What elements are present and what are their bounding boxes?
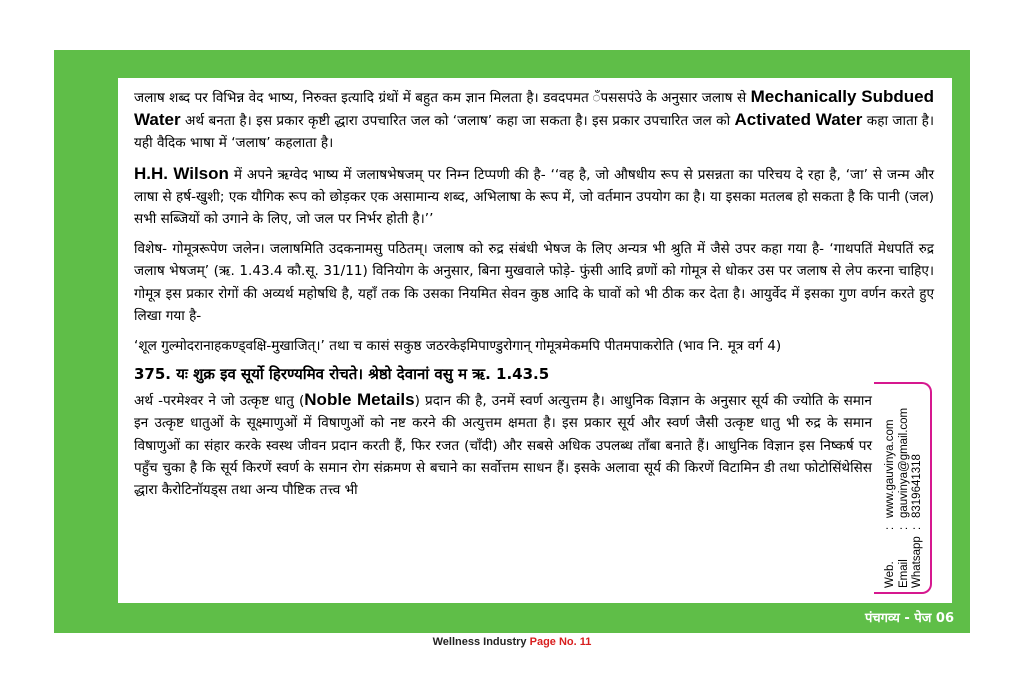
contact-value: 8319641318 [911, 454, 923, 518]
english-term: H.H. Wilson [134, 163, 229, 183]
article-body [134, 86, 934, 501]
page-panel [118, 78, 952, 603]
contact-key: Web. [884, 561, 896, 588]
text-run: कहा जाता है। यही वैदिक भाषा में ‘जलाष’ कहलाता है। [134, 113, 934, 152]
contact-value: gauvinya@gmail.com [897, 407, 910, 518]
page-footer-label: पंचगव्य - पेज 06 [864, 611, 954, 626]
paragraph-2 [134, 163, 934, 231]
bottom-page-number: Page No. 11 [529, 636, 592, 648]
verse-heading: 375. यः शुक्र इव सूर्यो हिरण्यमिव रोचते। श्रेष्ठो देवानां वसु म ऋ. 1.43.5 [134, 365, 550, 384]
text-run: अर्थ बनता है। इस प्रकार कृष्टी द्धारा उपचारित जल को ‘जलाष’ कहा जा सकता है। इस प्रकार उपचारित जल को [180, 113, 735, 130]
contact-key: Whatsapp [911, 536, 923, 588]
text-run: अर्थ -परमेश्वर ने जो उत्कृष्ट धातु ( [134, 393, 305, 410]
english-term: Mechanically Subdued Water [134, 87, 934, 130]
contact-colon: : [884, 526, 896, 530]
english-term: Activated Water [734, 110, 863, 130]
bottom-label: Wellness Industry [432, 636, 530, 648]
paragraph-4: ‘शूल गुल्मोदरानाहकण्ड्वक्षि-मुखाजित्।’ तथा च कासं सकुष्ठ जठरकेइमिपाण्डुरोगान् गोमूत्रमेकमपि पीतमपाकरोति (भाव नि. मूत्र वर्ग 4) [134, 338, 782, 355]
paragraph-5 [134, 389, 872, 501]
contact-info [884, 388, 925, 588]
english-term: Noble Metails [304, 390, 415, 410]
contact-row [911, 388, 925, 588]
contact-colon: : [897, 526, 910, 530]
text-run: जलाष शब्द पर विभिन्न वेद भाष्य, निरुक्त इत्यादि ग्रंथों में बहुत कम ज्ञान मिलता है। डवदपमत ँपससपंउे के अनुसार जलाष से [134, 90, 751, 106]
contact-value: www.gauvinya.com [884, 419, 896, 518]
contact-row [898, 388, 912, 588]
paragraph-3: विशेष- गोमूत्ररूपेण जलेन। जलाषमिति उदकनामसु पठितम्। जलाष को रुद्र संबंधी भेषज के लिए अन्यत्र भी श्रुति में जैसे उपर कहा गया है- ‘गाथपतिं मेधपतिं रुद्र जलाष भेषजम्’ (ऋ. 1.43.4 कौ.सू. 31/11) विनियोग के अनुसार, बिना मुखवाले फोड़े- फुंसी आदि व्रणों को गोमूत्र से धोकर उस पर जलाष से लेप करना चाहिए। गोमूत्र इस प्रकार रोगों की अव्यर्थ महोषधि है, यहाँ तक कि उसका नियमित सेवन कुष्ठ आदि के घावों को भी ठीक कर देता है। आयुर्वेद में इसका गुण वर्णन करते हुए लिखा गया है- [134, 241, 934, 324]
bottom-caption [0, 636, 1024, 648]
contact-row [884, 388, 898, 588]
text-run: ) प्रदान की है, उनमें स्वर्ण अत्युत्तम है। आधुनिक विज्ञान के अनुसार सूर्य की ज्योति के समान इन उत्कृष्ट धातुओं के सूक्ष्माणुओं में विषाणुओं को नष्ट करने की अत्युत्तम क्षमता है। इस प्रकार सूर्य और स्वर्ण जैसी उत्कृष्ट धातु भी रुद्र के समान विषाणुओं का संहार करके स्वस्थ जीवन प्रदान करती हैं, फिर रजत (चाँदी) और सबसे अधिक उपलब्ध ताँबा बनाते हैं। आधुनिक विज्ञान इस निष्कर्ष पर पहुँच चुका है कि सूर्य किरणें स्वर्ण के समान रोग संक्रमण से बचाने का सर्वोत्तम साधन हैं। इसके अलावा सूर्य की किरणें विटामिन डी तथा फोटोसिंथेसिस द्धारा कैरोटिनॉयड्स तथा अन्य पौष्टिक तत्त्व भी [134, 393, 872, 499]
paragraph-1 [134, 86, 934, 155]
text-run: में अपने ऋग्वेद भाष्य में जलाषभेषजम् पर निम्न टिप्पणी की है- ‘‘वह है, जो औषधीय रूप से प्रसन्नता का परिचय दे रहा है, ‘जा’ से जन्म और लाषा से हर्ष-खुशी; एक यौगिक रूप को छोड़कर एक असामान्य शब्द, अभिलाषा के रूप में, जो वर्तमान उपयोग का है। या इसका मतलब हो सकता है कि पानी (जल) सभी सब्जियों को उगाने के लिए, जो जल पर निर्भर होती है।’’ [134, 166, 934, 228]
contact-key: Email [897, 559, 910, 588]
contact-colon: : [911, 526, 923, 530]
